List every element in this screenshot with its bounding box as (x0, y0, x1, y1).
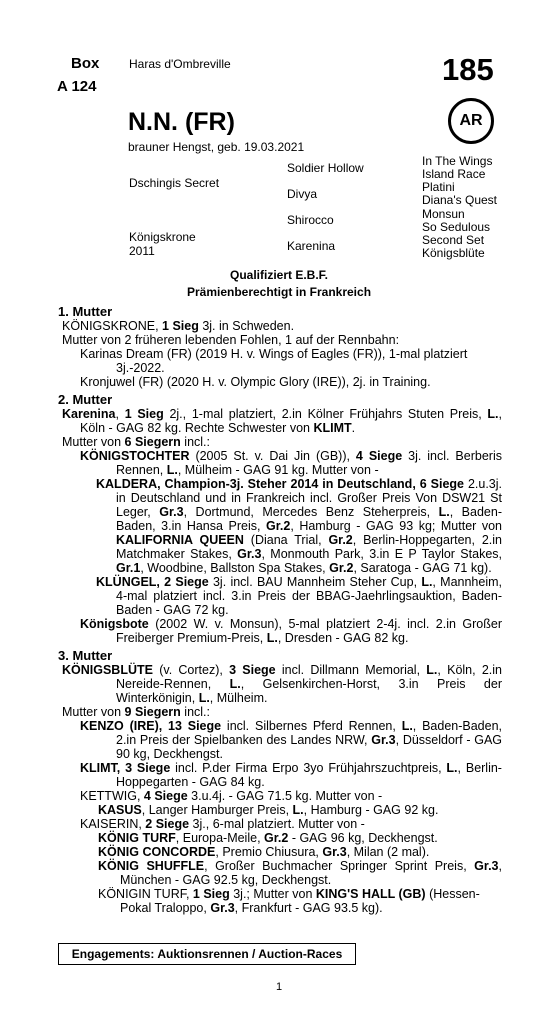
pedigree-g3-2: Island Race (422, 167, 486, 181)
mutter2-koenigsbote: Königsbote (2002 W. v. Monsun), 5-mal platziert 2-4j. incl. 2.in Großer Freiberger Premium-Preis, L., Dresden - GAG 82 kg. (80, 617, 502, 645)
mutter3-kasus: KASUS, Langer Hamburger Preis, L., Hamburg - GAG 92 kg. (98, 803, 439, 817)
horse-description: brauner Hengst, geb. 19.03.2021 (128, 140, 305, 154)
mutter2-heading: 2. Mutter (58, 392, 113, 407)
pedigree-g3-8: Königsblüte (422, 246, 485, 260)
mutter1-heading: 1. Mutter (58, 304, 113, 319)
pedigree-g3-7: Second Set (422, 233, 485, 247)
mutter2-kaldera: KALDERA, Champion-3j. Steher 2014 in Deutschland, 6 Siege 2.u.3j. in Deutschland und in Frankreich incl. Großer Preis Von DSW21 St Leger, Gr.3, Dortmund, Mercedes Benz Steherpreis, L., Baden-Baden, 3.in Hansa Preis, Gr.2, Hamburg - GAG 93 kg; Mutter von KALIFORNIA QUEEN (Diana Trial, Gr.2, Berlin-Hoppegarten, 2.in Matchmaker Stakes, Gr.3, Monmouth Park, 3.in E P Taylor Stakes, Gr.1, Woodbine, Ballston Spa Stakes, Gr.2, Saratoga - GAG 71 kg). (96, 477, 503, 575)
mutter1-line2: Mutter von 2 früheren lebenden Fohlen, 1 auf der Rennbahn: (62, 333, 400, 347)
mutter3-mother-of: Mutter von 9 Siegern incl.: (62, 705, 210, 719)
breeder: Haras d'Ombreville (129, 57, 231, 71)
mutter3-koenig-concorde: KÖNIG CONCORDE, Premio Chiusura, Gr.3, Milan (2 mal). (98, 845, 430, 859)
mutter2-mother-of: Mutter von 6 Siegern incl.: (62, 435, 210, 449)
pedigree-dam-dam: Karenina (287, 239, 336, 253)
ar-badge: AR (448, 98, 494, 144)
horse-name: N.N. (FR) (128, 108, 235, 136)
pedigree-g3-5: Monsun (422, 207, 465, 221)
mutter3-kenzo: KENZO (IRE), 13 Siege incl. Silbernes Pferd Rennen, L., Baden-Baden, 2.in Preis der Spielbanken des Landes NRW, Gr.3, Düsseldorf - GAG 90 kg, Deckhengst. (80, 719, 503, 761)
box-number: A 124 (57, 78, 97, 95)
mutter1-line1: KÖNIGSKRONE, 1 Sieg 3j. in Schweden. (62, 319, 295, 333)
mutter3-heading: 3. Mutter (58, 648, 113, 663)
mutter3-kettwig: KETTWIG, 4 Siege 3.u.4j. - GAG 71.5 kg. Mutter von - (80, 789, 383, 803)
mutter2-karenina: Karenina, 1 Sieg 2j., 1-mal platziert, 2.in Kölner Frühjahrs Stuten Preis, L., Köln - GAG 82 kg. Rechte Schwester von KLIMT. (62, 407, 503, 435)
pedigree-dam: Königskrone (129, 230, 196, 244)
mutter3-kaiserin: KAISERIN, 2 Siege 3j., 6-mal platziert. Mutter von - (80, 817, 365, 831)
mutter3-klimt: KLIMT, 3 Siege incl. P.der Firma Erpo 3yo Frühjahrszuchtpreis, L., Berlin-Hoppegarten - GAG 84 kg. (80, 761, 502, 789)
pedigree-g3-1: In The Wings (422, 154, 493, 168)
page-number: 1 (275, 981, 283, 993)
box-label: Box (71, 55, 100, 72)
lot-number: 185 (442, 52, 494, 87)
pedigree-dam-sire: Shirocco (287, 213, 334, 227)
mutter3-koenig-turf: KÖNIG TURF, Europa-Meile, Gr.2 - GAG 96 kg, Deckhengst. (98, 831, 438, 845)
pedigree-sire-dam: Divya (287, 187, 318, 201)
engagements-box: Engagements: Auktionsrennen / Auction-Races (58, 943, 356, 965)
mutter1-foal1: Karinas Dream (FR) (2019 H. v. Wings of Eagles (FR)), 1-mal platziert 3j.-2022. (80, 347, 468, 375)
mutter1-foal2: Kronjuwel (FR) (2020 H. v. Olympic Glory (IRE)), 2j. in Training. (80, 375, 431, 389)
pedigree-g3-3: Platini (422, 180, 455, 194)
mutter3-koenigsbluete: KÖNIGSBLÜTE (v. Cortez), 3 Siege incl. Dillmann Memorial, L., Köln, 2.in Nereide-Rennen, L., Gelsenkirchen-Horst, 3.in Preis der Winterkönigin, L., Mülheim. (62, 663, 502, 705)
mutter2-koenigstochter: KÖNIGSTOCHTER (2005 St. v. Dai Jin (GB)), 4 Siege 3j. incl. Berberis Rennen, L., Mülheim - GAG 91 kg. Mutter von - (80, 449, 502, 477)
mutter3-koenigin-turf: KÖNIGIN TURF, 1 Sieg 3j.; Mutter von KING'S HALL (GB) (Hessen-Pokal Traloppo, Gr.3, Frankfurt - GAG 93.5 kg). (98, 887, 480, 915)
pedigree-dam-year: 2011 (129, 244, 155, 258)
catalogue-body (58, 305, 502, 915)
pedigree-sire: Dschingis Secret (129, 176, 220, 190)
qualification-ebf: Qualifiziert E.B.F. (229, 268, 328, 282)
pedigree-sire-sire: Soldier Hollow (287, 161, 364, 175)
mutter2-kluengel: KLÜNGEL, 2 Siege 3j. incl. BAU Mannheim Steher Cup, L., Mannheim, 4-mal platziert incl. 3.in Preis der BBAG-Jaehrlingsauktion, Baden-Baden - GAG 72 kg. (96, 575, 502, 617)
mutter3-koenig-shuffle: KÖNIG SHUFFLE, Großer Buchmacher Springer Sprint Preis, Gr.3, München - GAG 92.5 kg, Deckhengst. (98, 859, 502, 887)
pedigree-g3-6: So Sedulous (422, 220, 491, 234)
pedigree-g3-4: Diana's Quest (422, 193, 497, 207)
qualification-france: Prämienberechtigt in Frankreich (186, 285, 372, 299)
